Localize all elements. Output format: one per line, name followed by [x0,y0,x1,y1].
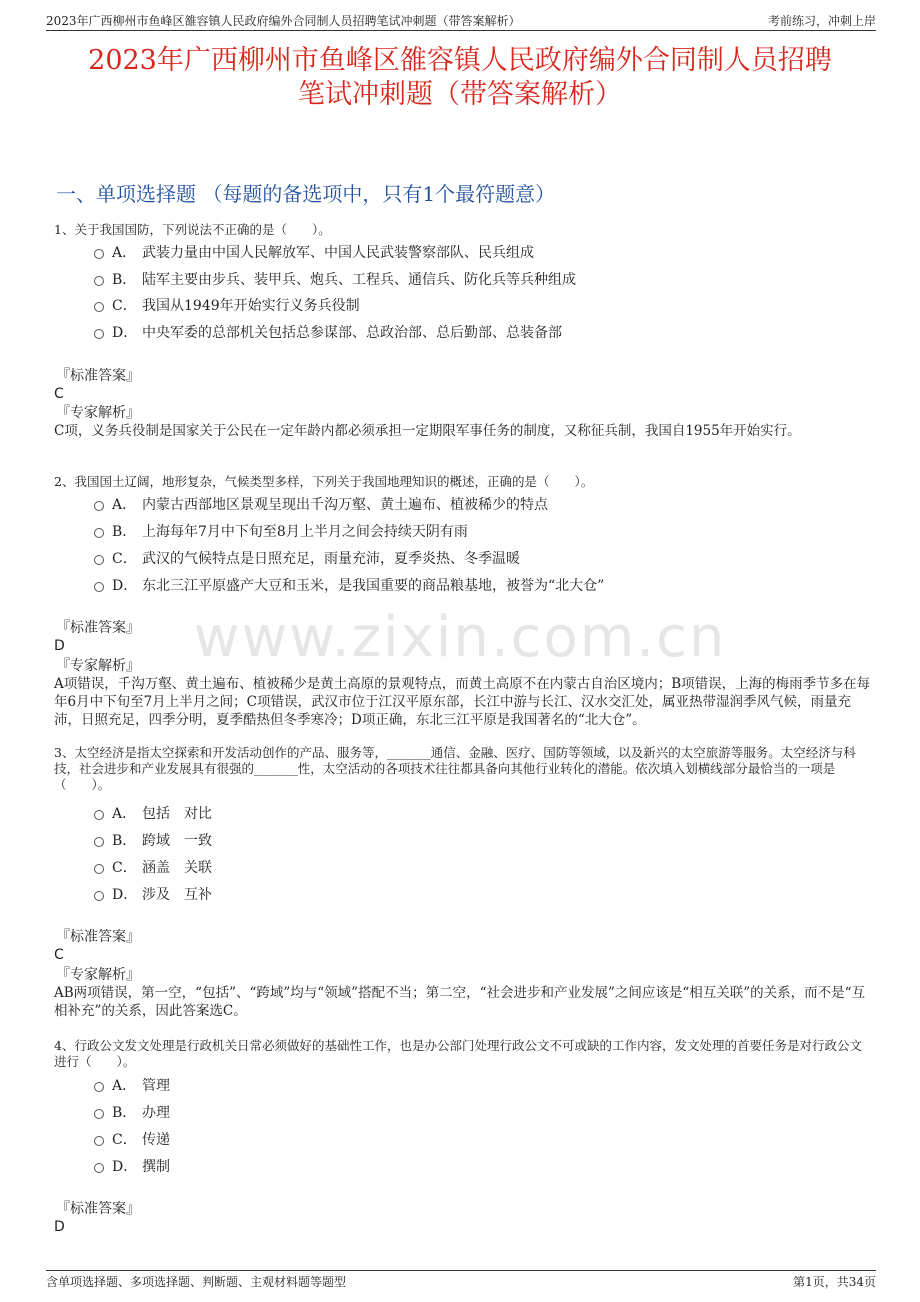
page-header [46,12,876,31]
document-title [40,44,880,112]
radio-icon[interactable] [94,501,104,511]
analysis-label: 『专家解析』 [56,967,140,983]
question-4-answer: D [54,1219,65,1235]
radio-icon[interactable] [94,249,104,259]
analysis-label: 『专家解析』 [56,658,140,674]
question-3-stem: 3、太空经济是指太空探索和开发活动创作的产品、服务等，_______通信、金融、医疗、国防等领域，以及新兴的太空旅游等服务。太空经济与科技，社会进步和产业发展具有很强的_______性，太空活动的各项技术往往都具备向其他行业转化的潜能。依次填入划横线部分最恰当的一项是（ ）。 [54,745,856,792]
radio-icon[interactable] [94,276,104,286]
radio-icon[interactable] [94,555,104,565]
question-4-option-a[interactable]: A． 管理 [94,1077,170,1095]
question-1-option-d[interactable]: D． 中央军委的总部机关包括总参谋部、总政治部、总后勤部、总装备部 [94,324,562,342]
question-1-option-a[interactable]: A． 武装力量由中国人民解放军、中国人民武装警察部队、民兵组成 [94,244,534,262]
question-1-option-b[interactable]: B． 陆军主要由步兵、装甲兵、炮兵、工程兵、通信兵、防化兵等兵种组成 [94,271,576,289]
question-1-stem: 1、关于我国国防，下列说法不正确的是（ ）。 [54,222,331,237]
radio-icon[interactable] [94,837,104,847]
question-3-option-c[interactable]: C． 涵盖 关联 [94,859,212,877]
question-2-option-a[interactable]: A． 内蒙古西部地区景观呈现出千沟万壑、黄土遍布、植被稀少的特点 [94,496,548,514]
question-2-stem: 2、我国国土辽阔，地形复杂，气候类型多样，下列关于我国地理知识的概述，正确的是（ ）。 [54,474,594,489]
answer-label: 『标准答案』 [56,929,140,945]
answer-label: 『标准答案』 [56,620,140,636]
header-slogan: 考前练习，冲刺上岸 [767,14,876,28]
watermark: www.zixin.com.cn [193,605,727,670]
question-2-answer: D [54,638,65,654]
radio-icon[interactable] [94,891,104,901]
title-line-1: 2023年广西柳州市鱼峰区雒容镇人民政府编外合同制人员招聘 [88,45,832,76]
question-3-answer: C [54,947,64,963]
question-3-analysis: AB两项错误，第一空，“包括”、“跨域”均与“领域”搭配不当；第二空，“社会进步和产业发展”之间应该是“相互关联”的关系，而不是“互相补充”的关系，因此答案选C。 [54,985,866,1019]
question-3-option-a[interactable]: A． 包括 对比 [94,805,212,823]
section-heading: 一、单项选择题 （每题的备选项中，只有1个最符题意） [56,182,556,206]
radio-icon[interactable] [94,582,104,592]
question-1-answer: C [54,386,64,402]
radio-icon[interactable] [94,302,104,312]
question-2-analysis: A项错误，千沟万壑、黄土遍布、植被稀少是黄土高原的景观特点，而黄土高原不在内蒙古自治区境内；B项错误，上海的梅雨季节多在每年6月中下旬至7月上半月之间；C项错误，武汉市位于江汉平原东部，长江中游与长江、汉水交汇处，属亚热带湿润季风气候，雨量充沛，日照充足，四季分明，夏季酷热但冬季寒冷；D项正确，东北三江平原是我国著名的“北大仓”。 [54,676,871,728]
question-4-option-c[interactable]: C． 传递 [94,1131,170,1149]
radio-icon[interactable] [94,810,104,820]
radio-icon[interactable] [94,1082,104,1092]
answer-label: 『标准答案』 [56,368,140,384]
radio-icon[interactable] [94,1109,104,1119]
analysis-label: 『专家解析』 [56,405,140,421]
question-4-stem: 4、行政公文发文处理是行政机关日常必须做好的基础性工作，也是办公部门处理行政公文不可或缺的工作内容，发文处理的首要任务是对行政公文进行（ ）。 [54,1038,862,1069]
title-line-2: 笔试冲刺题（带答案解析） [298,79,622,110]
page-number: 第1页，共34页 [793,1275,876,1289]
radio-icon[interactable] [94,1136,104,1146]
question-2-option-b[interactable]: B． 上海每年7月中下旬至8月上半月之间会持续天阴有雨 [94,523,468,541]
radio-icon[interactable] [94,1163,104,1173]
question-1-analysis: C项，义务兵役制是国家关于公民在一定年龄内都必须承担一定期限军事任务的制度，又称征兵制，我国自1955年开始实行。 [54,423,801,439]
question-2-option-c[interactable]: C． 武汉的气候特点是日照充足，雨量充沛，夏季炎热、冬季温暖 [94,550,520,568]
question-4-option-b[interactable]: B． 办理 [94,1104,170,1122]
question-3-option-b[interactable]: B． 跨域 一致 [94,832,212,850]
radio-icon[interactable] [94,329,104,339]
page-footer [46,1270,876,1289]
header-doc-title: 2023年广西柳州市鱼峰区雒容镇人民政府编外合同制人员招聘笔试冲刺题（带答案解析） [46,14,521,28]
question-3-option-d[interactable]: D． 涉及 互补 [94,886,212,904]
question-1-option-c[interactable]: C． 我国从1949年开始实行义务兵役制 [94,297,360,315]
answer-label: 『标准答案』 [56,1201,140,1217]
footer-question-types: 含单项选择题、多项选择题、判断题、主观材料题等题型 [46,1275,347,1289]
question-2-option-d[interactable]: D． 东北三江平原盛产大豆和玉米，是我国重要的商品粮基地，被誉为“北大仓” [94,577,604,595]
radio-icon[interactable] [94,864,104,874]
question-4-option-d[interactable]: D． 撰制 [94,1158,170,1176]
radio-icon[interactable] [94,528,104,538]
